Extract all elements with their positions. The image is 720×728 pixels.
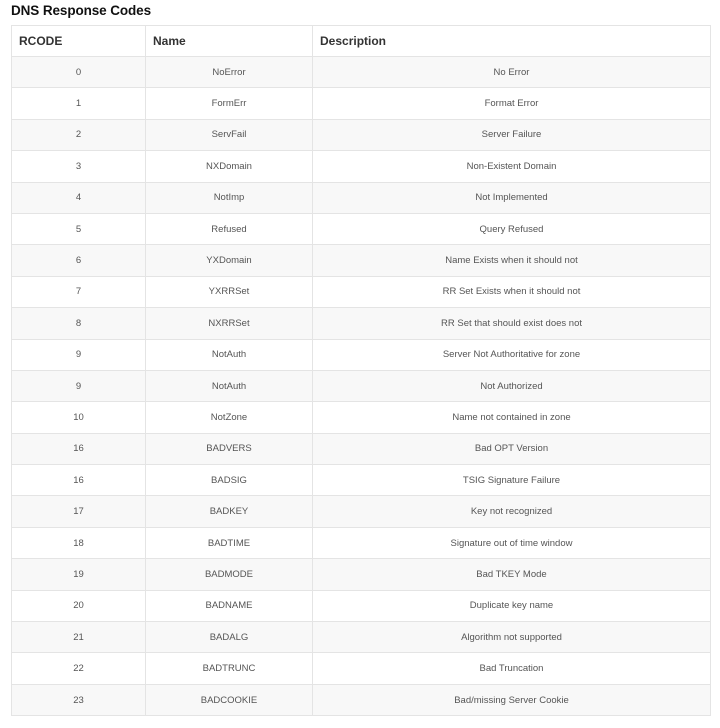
rcode-cell: 3: [12, 151, 146, 182]
table-row: [12, 339, 711, 370]
rcode-cell: 19: [12, 559, 146, 590]
rcode-cell: 7: [12, 276, 146, 307]
table-header-row: [12, 26, 711, 57]
rcode-cell: 17: [12, 496, 146, 527]
rcode-cell: 0: [12, 57, 146, 88]
column-header-description: Description: [313, 26, 711, 57]
name-cell: BADVERS: [146, 433, 313, 464]
description-cell: Name not contained in zone: [313, 402, 711, 433]
table-row: [12, 213, 711, 244]
rcode-cell: 21: [12, 622, 146, 653]
name-cell: BADTRUNC: [146, 653, 313, 684]
rcode-cell: 22: [12, 653, 146, 684]
name-cell: BADNAME: [146, 590, 313, 621]
description-cell: Name Exists when it should not: [313, 245, 711, 276]
name-cell: YXRRSet: [146, 276, 313, 307]
description-cell: Bad TKEY Mode: [313, 559, 711, 590]
table-row: [12, 496, 711, 527]
table-row: [12, 88, 711, 119]
description-cell: Algorithm not supported: [313, 622, 711, 653]
name-cell: ServFail: [146, 119, 313, 150]
name-cell: BADCOOKIE: [146, 684, 313, 715]
description-cell: Bad OPT Version: [313, 433, 711, 464]
rcode-cell: 8: [12, 308, 146, 339]
rcode-cell: 5: [12, 213, 146, 244]
description-cell: Not Implemented: [313, 182, 711, 213]
name-cell: BADSIG: [146, 465, 313, 496]
description-cell: RR Set that should exist does not: [313, 308, 711, 339]
table-row: [12, 684, 711, 715]
description-cell: Not Authorized: [313, 370, 711, 401]
description-cell: Key not recognized: [313, 496, 711, 527]
rcode-cell: 18: [12, 527, 146, 558]
rcode-cell: 1: [12, 88, 146, 119]
description-cell: Duplicate key name: [313, 590, 711, 621]
name-cell: NXDomain: [146, 151, 313, 182]
table-row: [12, 276, 711, 307]
table-row: [12, 57, 711, 88]
rcode-cell: 2: [12, 119, 146, 150]
rcode-cell: 16: [12, 433, 146, 464]
table-row: [12, 370, 711, 401]
description-cell: Bad/missing Server Cookie: [313, 684, 711, 715]
table-row: [12, 182, 711, 213]
table-row: [12, 465, 711, 496]
description-cell: Bad Truncation: [313, 653, 711, 684]
name-cell: NotAuth: [146, 370, 313, 401]
description-cell: RR Set Exists when it should not: [313, 276, 711, 307]
name-cell: BADTIME: [146, 527, 313, 558]
table-row: [12, 590, 711, 621]
description-cell: Format Error: [313, 88, 711, 119]
name-cell: NotAuth: [146, 339, 313, 370]
description-cell: Server Failure: [313, 119, 711, 150]
table-row: [12, 151, 711, 182]
rcode-cell: 6: [12, 245, 146, 276]
rcode-cell: 9: [12, 339, 146, 370]
column-header-rcode: RCODE: [12, 26, 146, 57]
rcode-cell: 4: [12, 182, 146, 213]
table-row: [12, 527, 711, 558]
rcode-cell: 20: [12, 590, 146, 621]
name-cell: Refused: [146, 213, 313, 244]
table-row: [12, 245, 711, 276]
name-cell: BADKEY: [146, 496, 313, 527]
name-cell: BADMODE: [146, 559, 313, 590]
name-cell: NXRRSet: [146, 308, 313, 339]
name-cell: NotImp: [146, 182, 313, 213]
rcode-cell: 9: [12, 370, 146, 401]
rcode-cell: 16: [12, 465, 146, 496]
table-row: [12, 622, 711, 653]
table-row: [12, 433, 711, 464]
name-cell: FormErr: [146, 88, 313, 119]
description-cell: No Error: [313, 57, 711, 88]
name-cell: YXDomain: [146, 245, 313, 276]
description-cell: Server Not Authoritative for zone: [313, 339, 711, 370]
rcode-cell: 23: [12, 684, 146, 715]
description-cell: TSIG Signature Failure: [313, 465, 711, 496]
name-cell: NoError: [146, 57, 313, 88]
table-body: [12, 57, 711, 716]
rcode-table: [11, 25, 711, 716]
table-row: [12, 308, 711, 339]
description-cell: Signature out of time window: [313, 527, 711, 558]
description-cell: Query Refused: [313, 213, 711, 244]
table-row: [12, 559, 711, 590]
column-header-name: Name: [146, 26, 313, 57]
name-cell: BADALG: [146, 622, 313, 653]
table-row: [12, 653, 711, 684]
description-cell: Non-Existent Domain: [313, 151, 711, 182]
page-title: DNS Response Codes: [11, 3, 151, 18]
table-row: [12, 119, 711, 150]
table-row: [12, 402, 711, 433]
name-cell: NotZone: [146, 402, 313, 433]
rcode-cell: 10: [12, 402, 146, 433]
